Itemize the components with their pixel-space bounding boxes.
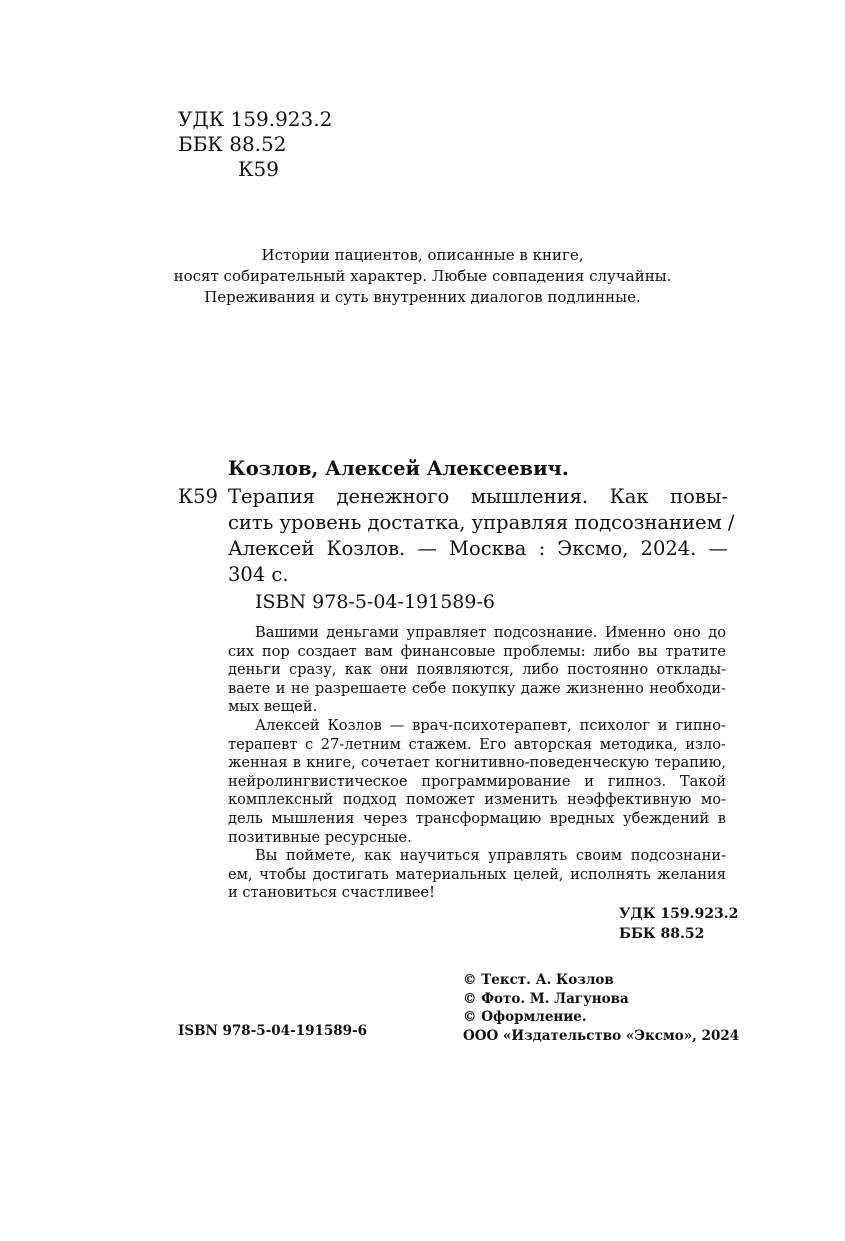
copyright-line: ООО «Издательство «Эксмо», 2024: [463, 1027, 740, 1044]
abstract-line: Алексей Козлов — врач-психотерапевт, психолог и гипно-: [255, 716, 726, 734]
abstract-line: мых вещей.: [228, 698, 318, 716]
author-heading: Козлов, Алексей Алексеевич.: [228, 457, 569, 480]
bib-line: сить уровень достатка, управляя подсознанием /: [228, 511, 735, 534]
notice-line: Переживания и суть внутренних диалогов подлинные.: [204, 288, 641, 306]
classification-block: [178, 107, 332, 182]
abstract-line: нейролингвистическое программирование и гипноз. Такой: [228, 772, 726, 790]
udk-code: УДК 159.923.2: [178, 107, 333, 131]
notice-line: Истории пациентов, описанные в книге,: [261, 246, 584, 264]
abstract-line: позитивные ресурсные.: [228, 828, 412, 846]
bib-author-mark: К59: [178, 485, 218, 508]
bib-line: Алексей Козлов. — Москва : Эксмо, 2024. —: [228, 537, 728, 560]
bottom-classification: [619, 904, 738, 944]
abstract-line: терапевт с 27-летним стажем. Его авторская методика, изло-: [228, 735, 726, 753]
abstract-line: Вы поймете, как научиться управлять своим подсознани-: [255, 847, 726, 865]
bib-isbn: ISBN 978-5-04-191589-6: [255, 591, 495, 613]
bib-description: [228, 484, 735, 588]
author-mark: К59: [238, 157, 279, 181]
copyright-line: © Фото. М. Лагунова: [463, 990, 629, 1007]
notice-line: носят собирательный характер. Любые совпадения случайны.: [173, 267, 672, 285]
copyright-line: © Текст. А. Козлов: [463, 972, 614, 988]
abstract-line: комплексный подход поможет изменить неэффективную мо-: [228, 791, 726, 809]
bottom-udk: УДК 159.923.2: [619, 906, 739, 922]
abstract-line: деньги сразу, как они появляются, либо постоянно отклады-: [228, 661, 726, 679]
abstract-text: [228, 624, 726, 903]
bottom-bbk: ББК 88.52: [619, 926, 705, 942]
footer-isbn: ISBN 978-5-04-191589-6: [178, 1023, 368, 1039]
bbk-code: ББК 88.52: [178, 132, 287, 156]
disclaimer-notice: [0, 245, 845, 308]
bib-line: 304 с.: [228, 563, 289, 586]
copyright-block: [463, 971, 739, 1045]
bib-line: Терапия денежного мышления. Как повы-: [228, 485, 728, 508]
abstract-line: ваете и не разрешаете себе покупку даже жизненно необходи-: [228, 679, 726, 697]
abstract-line: сих пор создает вам финансовые проблемы: либо вы тратите: [228, 642, 726, 660]
abstract-line: женная в книге, сочетает когнитивно-поведенческую терапию,: [228, 754, 726, 772]
abstract-line: ем, чтобы достигать материальных целей, исполнять желания: [228, 865, 726, 883]
copyright-line: © Оформление.: [463, 1009, 587, 1025]
abstract-line: Вашими деньгами управляет подсознание. Именно оно до: [255, 624, 726, 641]
abstract-line: и становиться счастливее!: [228, 884, 435, 902]
abstract-line: дель мышления через трансформацию вредных убеждений в: [228, 809, 726, 827]
